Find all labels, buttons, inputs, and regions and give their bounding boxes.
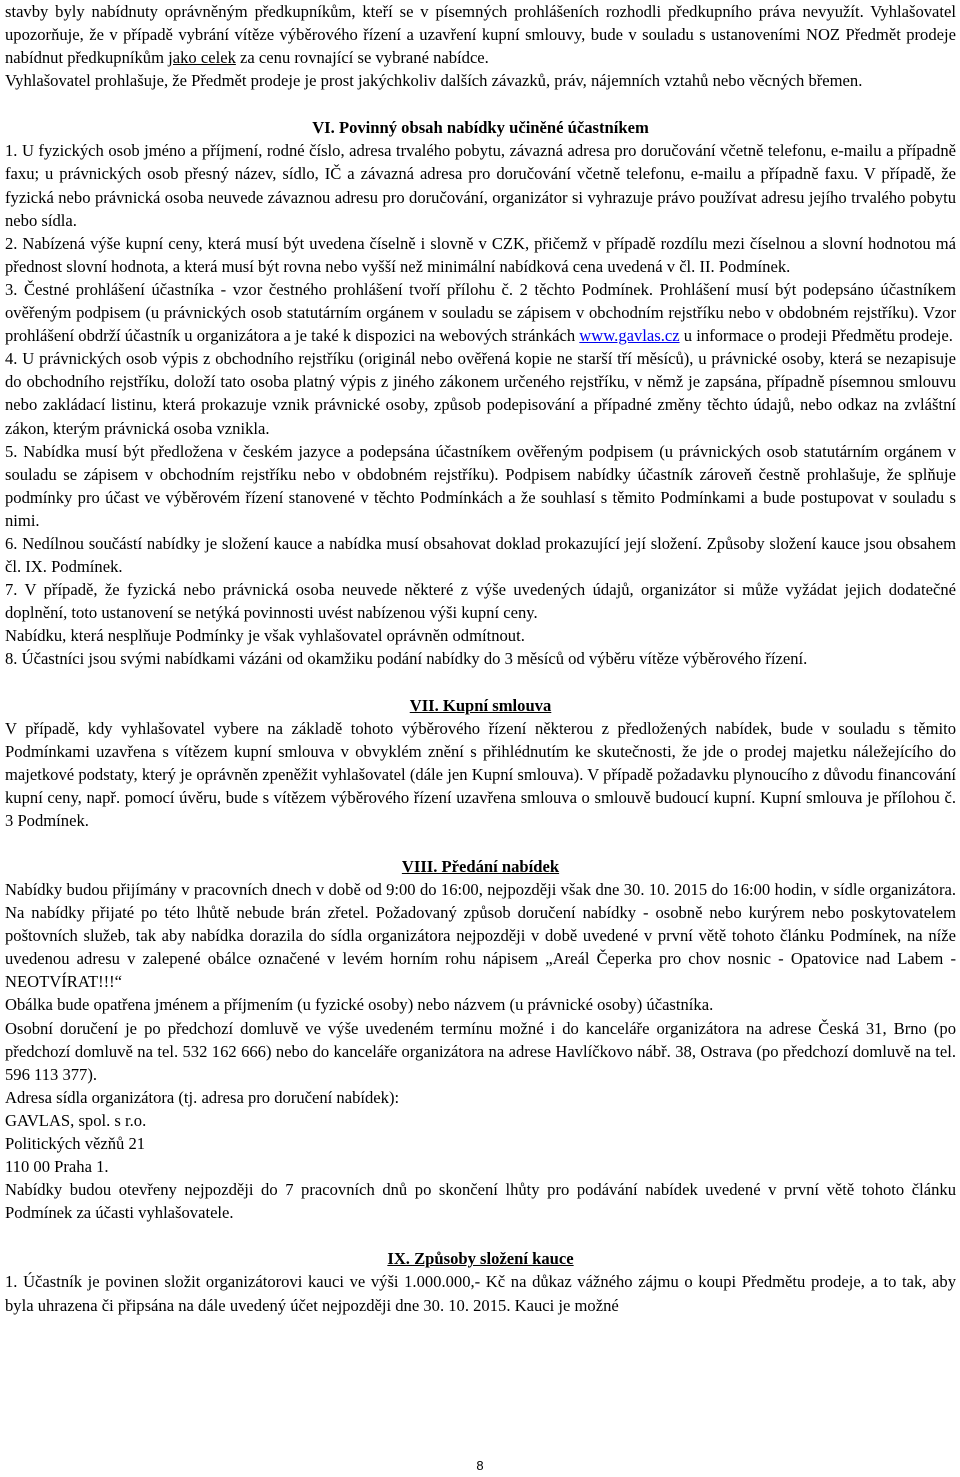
text: u informace o prodeji Předmětu prodeje. bbox=[679, 326, 953, 346]
section-heading-ix bbox=[5, 1247, 956, 1270]
heading-text: VIII. Předání nabídek bbox=[401, 857, 560, 876]
list-item: 7. V případě, že fyzická nebo právnická osoba neuvede některé z výše uvedených údajů, organizátor si může vyžádat jejich dodatečné doplnění, toto ustanovení se netýká povinnosti uvést nabízenou výši kupní ceny. bbox=[5, 580, 956, 623]
document-page bbox=[5, 0, 956, 1317]
address-line: 110 00 Praha 1. bbox=[5, 1157, 109, 1177]
heading-text: VII. Kupní smlouva bbox=[409, 695, 552, 715]
list-item: 6. Nedílnou součástí nabídky je složení kauce a nabídka musí obsahovat doklad prokazující její složení. Způsoby složení kauce jsou obsahem čl. IX. Podmínek. bbox=[5, 533, 956, 577]
section-heading-vii bbox=[5, 694, 956, 717]
gavlas-website-link[interactable]: www.gavlas.cz bbox=[579, 326, 680, 346]
text: za cenu rovnající se vybrané nabídce. bbox=[235, 48, 489, 68]
section-heading-viii bbox=[5, 855, 956, 878]
list-item: 1. U fyzických osob jméno a příjmení, rodné číslo, adresa trvalého pobytu, závazná adresa pro doručování včetně telefonu, e-mailu a případně faxu; u právnických osob přesný název, sídlo, IČ a závazná adresa pro doručování včetně telefonu, e-mailu a případně faxu. V případě, že fyzická nebo právnická osoba neuvede závaznou adresu pro doručování, organizátor si vyhrazuje právo používat adresu jejího trvalého pobytu nebo sídla. bbox=[5, 141, 956, 230]
address-line: GAVLAS, spol. s r.o. bbox=[5, 1110, 147, 1130]
paragraph: Osobní doručení je po předchozí domluvě ve výše uvedeném termínu možné i do kanceláře organizátora na adrese Česká 31, Brno (po předchozí domluvě na tel. 532 162 666) nebo do kanceláře organizátora na adrese Havlíčkovo nábř. 38, Ostrava (po předchozí domluvě na tel. 596 113 377). bbox=[5, 1018, 956, 1084]
underlined-text: jako celek bbox=[168, 48, 236, 68]
paragraph: Nabídku, která nesplňuje Podmínky je však vyhlašovatel oprávněn odmítnout. bbox=[5, 626, 525, 646]
text: 3. Čestné prohlášení účastníka - vzor čestného prohlášení tvoří přílohu č. 2 těchto Podmínek. Prohlášení musí být podepsáno účastníkem ověřeným podpisem (u právnických osob statutárním orgánem v souladu se zápisem v obchodním rejstříku nebo v obdobném rejstříku). Vzor prohlášení obdrží účastník u organizátora a je také k dispozici na webových stránkách bbox=[5, 279, 956, 346]
address-line: Politických vězňů 21 bbox=[5, 1134, 146, 1154]
paragraph bbox=[5, 0, 956, 69]
text: stavby byly nabídnuty oprávněným předkupníkům, kteří se v písemných prohlášeních rozhodli předkupního práva nevyužít. Vyhlašovatel upozorňuje, že v případě vybrání vítěze výběrového řízení a uzavření kupní smlouvy, bude v souladu s ustanoveními NOZ Předmět prodeje nabídnut předkupníkům bbox=[5, 2, 956, 68]
list-item: 1. Účastník je povinen složit organizátorovi kauci ve výši 1.000.000,- Kč na důkaz vážného zájmu o koupi Předmětu prodeje, a to tak, aby byla uhrazena či připsána na dále uvedený účet nejpozději dne 30. 10. 2015. Kauci je možné bbox=[5, 1272, 956, 1315]
list-item bbox=[5, 278, 956, 347]
list-item: 2. Nabízená výše kupní ceny, která musí být uvedena číselně i slovně v CZK, přičemž v případě rozdílu mezi číselnou a slovní hodnotou má přednost slovní hodnota, a která musí být rovna nebo vyšší než minimální nabídková cena uvedená v čl. II. Podmínek. bbox=[5, 233, 956, 276]
address-label: Adresa sídla organizátora (tj. adresa pro doručení nabídek): bbox=[5, 1087, 400, 1107]
paragraph: Nabídky budou přijímány v pracovních dnech v době od 9:00 do 16:00, nejpozději však dne 30. 10. 2015 do 16:00 hodin, v sídle organizátora. Na nabídky přijaté po této lhůtě nebude brán zřetel. Požadovaný způsob doručení nabídky - osobně nebo kurýrem nebo poskytovatelem poštovních služeb, tak aby nabídka dorazila do sídla organizátora nejpozději v době uvedené v první větě tohoto článku Podmínek, na níže uvedenou adresu v zalepené obálce označené v levém horním rohu nápisem „Areál Čeperka pro chov nosnic - Opatovice nad Labem - NEOTVÍRAT!!!“ bbox=[5, 880, 956, 992]
paragraph: Obálka bude opatřena jménem a příjmením (u fyzické osoby) nebo názvem (u právnické osoby) účastníka. bbox=[5, 995, 714, 1015]
list-item: 8. Účastníci jsou svými nabídkami vázáni od okamžiku podání nabídky do 3 měsíců od výběru vítěze výběrového řízení. bbox=[5, 649, 808, 669]
paragraph: V případě, kdy vyhlašovatel vybere na základě tohoto výběrového řízení některou z předložených nabídek, bude v souladu s těmito Podmínkami uzavřena s vítězem kupní smlouva v obvyklém znění s přihlédnutím ke skutečnosti, že jde o prodej majetku náležejícího do majetkové podstaty, který je oprávněn zpeněžit vyhlašovatel (dále jen Kupní smlouva). V případě požadavku plynoucího z důvodu financování kupní ceny, např. pomocí úvěru, bude s vítězem výběrového řízení uzavřena smlouva o smlouvě budoucí kupní. Kupní smlouva je přílohou č. 3 Podmínek. bbox=[5, 718, 956, 830]
heading-text: IX. Způsoby složení kauce bbox=[387, 1249, 574, 1269]
paragraph: Vyhlašovatel prohlašuje, že Předmět prodeje je prost jakýchkoliv dalších závazků, práv, nájemních vztahů nebo věcných břemen. bbox=[5, 71, 863, 91]
page-number: 8 bbox=[476, 1458, 484, 1473]
section-heading-vi: VI. Povinný obsah nabídky učiněné účastníkem bbox=[312, 118, 649, 138]
paragraph: Nabídky budou otevřeny nejpozději do 7 pracovních dnů po skončení lhůty pro podávání nabídek uvedené v první větě tohoto článku Podmínek za účasti vyhlašovatele. bbox=[5, 1180, 956, 1223]
list-item: 5. Nabídka musí být předložena v českém jazyce a podepsána účastníkem ověřeným podpisem (u právnických osob statutárním orgánem v souladu se zápisem v obchodním rejstříku nebo v obdobném rejstříku). Podpisem nabídky účastník zároveň čestně prohlašuje, že splňuje podmínky pro účast ve výběrovém řízení stanovené v těchto Podmínkách a že souhlasí s těmito Podmínkami a bude postupovat v souladu s nimi. bbox=[5, 441, 956, 530]
list-item: 4. U právnických osob výpis z obchodního rejstříku (originál nebo ověřená kopie ne starší tří měsíců), u právnické osoby, která se nezapisuje do obchodního rejstříku, doloží tato osoba platný výpis z jiného zákonem určeného rejstříku, v němž je zapsána, případně písemnou smlouvu nebo zakládací listinu, která prokazuje vznik právnické osoby, způsob podepisování a případné změny těchto údajů, nebo odkaz na zvláštní zákon, kterým právnická osoba vznikla. bbox=[5, 349, 956, 438]
